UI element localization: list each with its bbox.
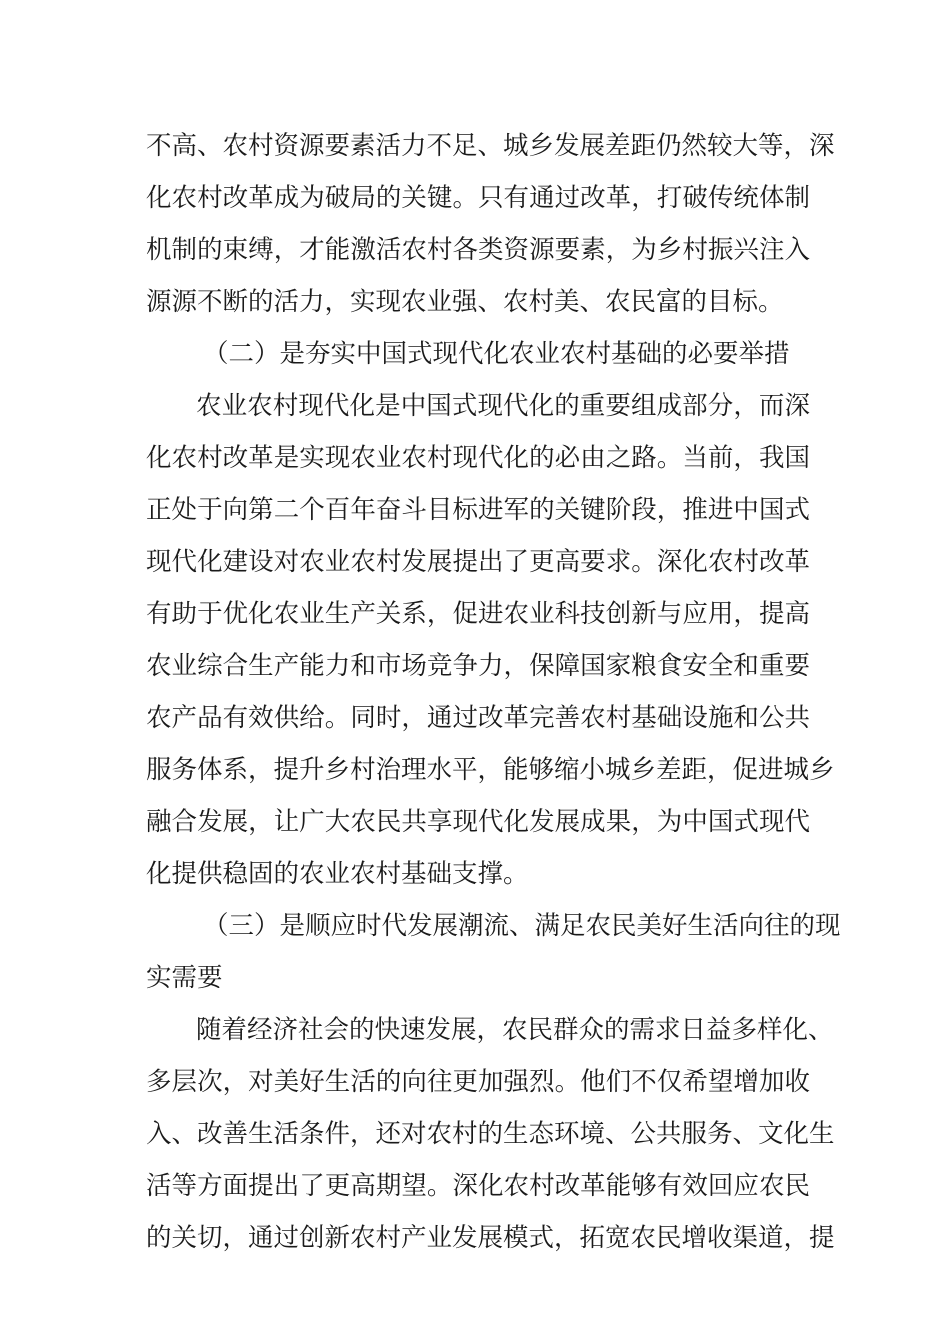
paragraph-line: 不高、农村资源要素活力不足、城乡发展差距仍然较大等，深 [146,131,835,161]
paragraph-line: 随着经济社会的快速发展，农民群众的需求日益多样化、 [196,1015,834,1045]
paragraph-line: 的关切，通过创新农村产业发展模式，拓宽农民增收渠道，提 [146,1223,835,1253]
paragraph-line: 有助于优化农业生产关系，促进农业科技创新与应用，提高 [146,599,810,629]
paragraph-line: 服务体系，提升乡村治理水平，能够缩小城乡差距，促进城乡 [146,755,835,785]
paragraph-line: 现代化建设对农业农村发展提出了更高要求。深化农村改革 [146,547,810,577]
paragraph-line: 源源不断的活力，实现农业强、农村美、农民富的目标。 [146,287,784,317]
section-heading-3: （三）是顺应时代发展潮流、满足农民美好生活向往的现 [203,911,841,941]
paragraph-line: 多层次，对美好生活的向往更加强烈。他们不仅希望增加收 [146,1067,810,1097]
paragraph-line: 化农村改革是实现农业农村现代化的必由之路。当前，我国 [146,443,810,473]
paragraph-line: 正处于向第二个百年奋斗目标进军的关键阶段，推进中国式 [146,495,810,525]
paragraph-line: 化农村改革成为破局的关键。只有通过改革，打破传统体制 [146,183,810,213]
paragraph-line: 机制的束缚，才能激活农村各类资源要素，为乡村振兴注入 [146,235,810,265]
paragraph-line: 入、改善生活条件，还对农村的生态环境、公共服务、文化生 [146,1119,835,1149]
paragraph-line: 农产品有效供给。同时，通过改革完善农村基础设施和公共 [146,703,810,733]
paragraph-line: 活等方面提出了更高期望。深化农村改革能够有效回应农民 [146,1171,810,1201]
paragraph-line: 农业综合生产能力和市场竞争力，保障国家粮食安全和重要 [146,651,810,681]
paragraph-line: 农业农村现代化是中国式现代化的重要组成部分，而深 [196,391,810,421]
section-heading-3-continued: 实需要 [146,963,223,993]
paragraph-line: 化提供稳固的农业农村基础支撑。 [146,859,529,889]
paragraph-line: 融合发展，让广大农民共享现代化发展成果，为中国式现代 [146,807,810,837]
section-heading-2: （二）是夯实中国式现代化农业农村基础的必要举措 [203,339,790,369]
